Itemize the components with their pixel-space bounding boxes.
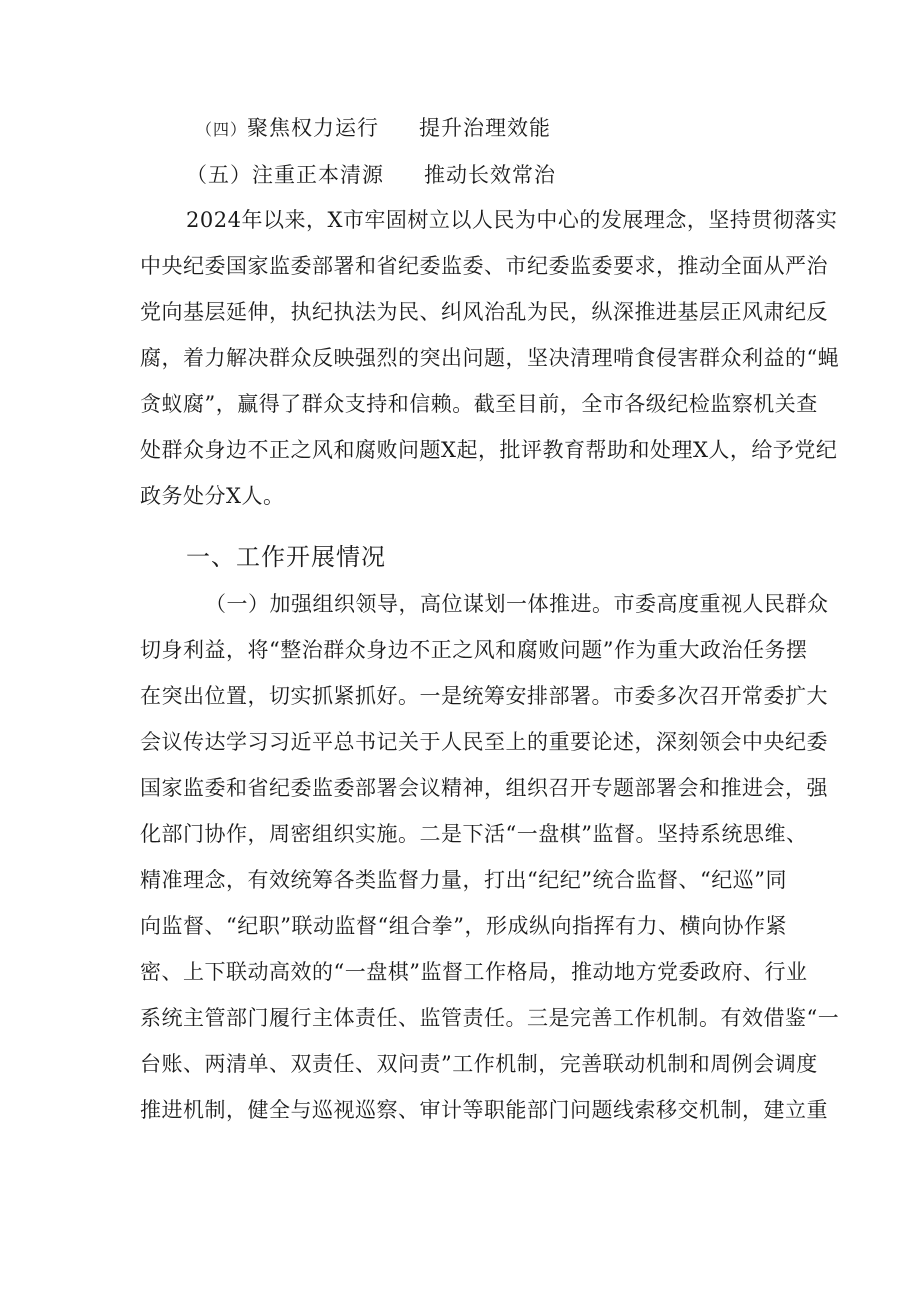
subheading-item-4 [196, 113, 551, 145]
subheading-item-5-part1: 注重正本清源 [252, 163, 384, 187]
intro-line: 腐，着力解决群众反映强烈的突出问题，坚决清理啃食侵害群众利益的“蝇 [140, 346, 840, 370]
subheading-item-4-part1: 聚焦权力运行 [247, 116, 380, 140]
section-line: 台账、两清单、双责任、双问责”工作机制，完善联动机制和周例会调度 [140, 1052, 818, 1076]
subheading-item-5 [186, 160, 556, 190]
section-line: 化部门协作，周密组织实施。二是下活“一盘棋”监督。坚持系统思维、 [140, 822, 808, 846]
subheading-item-5-prefix: （五） [186, 163, 252, 187]
intro-line: 处群众身边不正之风和腐败问题X起，批评教育帮助和处理X人，给予党纪 [140, 438, 838, 462]
section-line: 会议传达学习习近平总书记关于人民至上的重要论述，深刻领会中央纪委 [140, 730, 828, 754]
section-line: 切身利益，将“整治群众身边不正之风和腐败问题”作为重大政治任务摆 [140, 638, 808, 662]
intro-line: 贪蚁腐”，赢得了群众支持和信赖。截至目前，全市各级纪检监察机关查 [140, 392, 818, 416]
section-line: 密、上下联动高效的“一盘棋”监督工作格局，推动地方党委政府、行业 [140, 960, 808, 984]
section-line: 推进机制，健全与巡视巡察、审计等职能部门问题线索移交机制，建立重 [140, 1098, 828, 1122]
intro-line: 政务处分X人。 [140, 484, 285, 508]
section-line: 国家监委和省纪委监委部署会议精神，组织召开专题部署会和推进会，强 [140, 776, 828, 800]
section-line: （一）加强组织领导，高位谋划一体推进。市委高度重视人民群众 [205, 592, 829, 616]
intro-line: 中央纪委国家监委部署和省纪委监委、市纪委监委要求，推动全面从严治 [140, 254, 828, 278]
subheading-item-5-part2: 推动长效常治 [424, 163, 556, 187]
intro-line: 党向基层延伸，执纪执法为民、纠风治乱为民，纵深推进基层正风肃纪反 [140, 300, 828, 324]
intro-line: 2024年以来，X市牢固树立以人民为中心的发展理念，坚持贯彻落实 [186, 208, 838, 232]
subheading-item-4-prefix: （四） [196, 120, 248, 139]
section-line: 系统主管部门履行主体责任、监管责任。三是完善工作机制。有效借鉴“一 [140, 1006, 840, 1030]
section-heading: 一、工作开展情况 [186, 543, 386, 571]
section-line: 向监督、“纪职”联动监督“组合拳”，形成纵向指挥有力、横向协作紧 [140, 914, 787, 938]
section-line: 精准理念，有效统筹各类监督力量，打出“纪纪”统合监督、“纪巡”同 [140, 868, 787, 892]
subheading-item-4-part2: 提升治理效能 [419, 116, 552, 140]
section-line: 在突出位置，切实抓紧抓好。一是统筹安排部署。市委多次召开常委扩大 [140, 684, 828, 708]
